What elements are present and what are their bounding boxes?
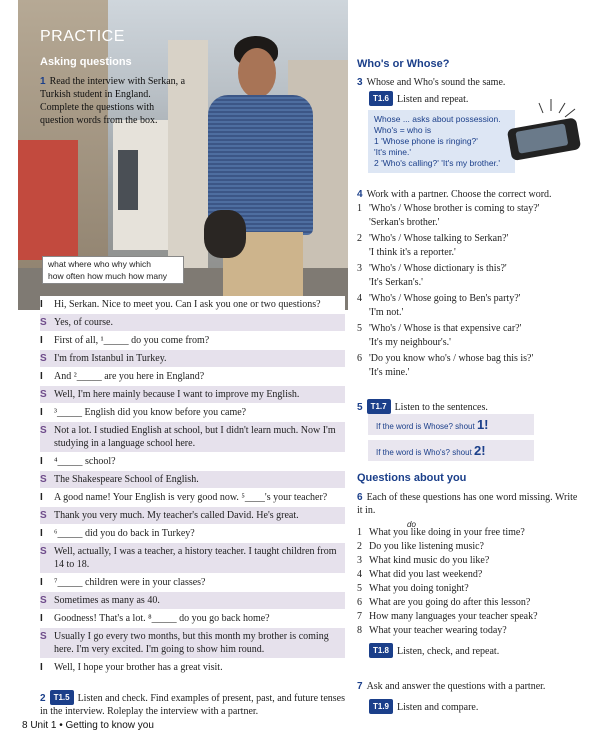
interview [40,296,345,677]
question-text: What did you last weekend? [369,569,483,580]
line-text: ⁶_____ did you do back in Turkey? [54,528,195,539]
audio-track-tag[interactable]: T1.9 [369,699,393,714]
choice-question[interactable] [357,202,582,215]
exercise-number: 4 [357,189,363,200]
question-text: 'Who's / Whose is that expensive car?' [369,323,522,334]
shout-text: If the word is Who's? shout [376,448,472,457]
speaker-label: I [40,613,43,624]
page-footer: 8 Unit 1 • Getting to know you [22,720,154,731]
interview-line [40,659,345,676]
interview-line [40,404,345,421]
word-box-line: what where who why which [48,259,151,269]
audio-track-tag[interactable]: T1.8 [369,643,393,658]
line-text: The Shakespeare School of English. [54,474,199,485]
question-text: 'Do you know who's / whose bag this is?' [369,353,534,364]
interview-line [40,350,345,367]
speaker-label: I [40,456,43,467]
section-heading-whos-whose: Who's or Whose? [357,58,450,70]
audio-track-tag[interactable]: T1.5 [50,690,74,705]
answer-text: 'It's mine.' [369,367,410,378]
handwritten-insert: do [407,520,416,529]
line-text: Hi, Serkan. Nice to meet you. Can I ask you one or two questions? [54,299,321,310]
speaker-label: S [40,595,47,606]
line-text: Well, actually, I was a teacher, a history teacher. I taught children from 14 to 18. [54,546,337,570]
line-text: ⁷_____ children were in your classes? [54,577,206,588]
person-head [238,48,276,98]
speaker-label: S [40,546,47,557]
practice-title: PRACTICE [40,28,125,45]
word-box-line: how often how much how many [48,271,168,281]
speaker-label: S [40,425,47,436]
speaker-label: I [40,528,43,539]
answer-text: 'It's Serkan's.' [369,277,423,288]
question-number: 2 [357,541,362,552]
shout-number: 2! [474,443,486,458]
question-number: 3 [357,555,362,566]
choice-question[interactable] [357,232,582,245]
line-text: First of all, ¹_____ do you come from? [54,335,210,346]
tip-line: 1 'Whose phone is ringing?' [374,136,478,146]
question-item[interactable] [357,540,582,553]
interview-line [40,368,345,385]
line-text: Well, I'm here mainly because I want to improve my English. [54,389,300,400]
ringing-phone-icon [505,95,585,165]
answer-text: 'I'm not.' [369,307,404,318]
interview-line [40,610,345,627]
speaker-label: I [40,371,43,382]
exercise-3-instruction: Listen and repeat. [397,94,469,105]
exercise-2 [40,690,345,718]
tip-line: 2 'Who's calling?' 'It's my brother.' [374,158,500,168]
tip-line: Whose ... asks about possession. [374,114,501,124]
exercise-number: 7 [357,681,363,692]
question-number: 1 [357,527,362,538]
question-item[interactable] [357,596,582,609]
question-number: 6 [357,353,362,364]
question-number: 7 [357,611,362,622]
exercise-5 [357,399,582,414]
speaker-label: S [40,353,47,364]
line-text: And ²_____ are you here in England? [54,371,205,382]
exercise-7 [357,680,582,714]
question-number: 6 [357,597,362,608]
question-text: 'Who's / Whose dictionary is this?' [369,263,507,274]
speaker-label: S [40,474,47,485]
shout-text: If the word is Whose? shout [376,422,475,431]
speaker-label: S [40,389,47,400]
answer-text: 'Serkan's brother.' [369,217,440,228]
interview-line [40,628,345,658]
question-number: 3 [357,263,362,274]
speaker-label: I [40,492,43,503]
exercise-number: 2 [40,693,46,704]
shout-number: 1! [476,417,489,432]
question-text: 'Who's / Whose talking to Serkan?' [369,233,509,244]
grammar-tip-box [368,110,515,173]
question-item[interactable] [357,582,582,595]
exercise-5-text: Listen to the sentences. [394,402,488,413]
line-text: Thank you very much. My teacher's called David. He's great. [54,510,299,521]
interview-line [40,489,345,506]
question-item[interactable] [357,568,582,581]
question-text: What you doing tonight? [369,583,469,594]
audio-track-tag[interactable]: T1.6 [369,91,393,106]
line-text: ⁴_____ school? [54,456,116,467]
exercise-6-text: Each of these questions has one word missing. Write it in. [357,492,578,516]
interview-line [40,314,345,331]
exercise-6 [357,491,582,658]
question-number: 2 [357,233,362,244]
question-number: 4 [357,569,362,580]
line-text: Usually I go every two months, but this month my brother is coming here. I'm very excited. I'm going to show him round. [54,631,329,655]
line-text: Well, I hope your brother has a great visit. [54,662,223,673]
speaker-label: I [40,299,43,310]
question-text: What your teacher wearing today? [369,625,507,636]
interview-line [40,332,345,349]
speaker-label: I [40,407,43,418]
speaker-label: S [40,317,47,328]
exercise-6-instruction: Listen, check, and repeat. [397,646,500,657]
speaker-label: S [40,510,47,521]
shout-instruction-1 [368,414,534,435]
exercise-number: 3 [357,77,363,88]
speaker-label: I [40,577,43,588]
exercise-number: 5 [357,402,363,413]
section-heading-asking-questions: Asking questions [40,56,132,68]
choice-question[interactable] [357,352,582,365]
exercise-1-text: Read the interview with Serkan, a Turkish student in England. Complete the questions with question words from the box. [40,76,186,126]
speaker-label: I [40,662,43,673]
tip-line: 'It's mine.' [374,147,411,157]
answer-text: 'I think it's a reporter.' [369,247,456,258]
interview-line [40,543,345,573]
shout-instruction-2 [368,440,534,461]
question-number: 5 [357,583,362,594]
question-text: 'Who's / Whose brother is coming to stay?' [369,203,540,214]
choice-question[interactable] [357,262,582,275]
question-number: 1 [357,203,362,214]
question-number: 4 [357,293,362,304]
audio-track-tag[interactable]: T1.7 [367,399,391,414]
interview-line [40,296,345,313]
exercise-1 [40,75,190,127]
exercise-3-text: Whose and Who's sound the same. [366,77,506,88]
speaker-label: S [40,631,47,642]
interview-line [40,471,345,488]
question-text: How many languages your teacher speak? [369,611,538,622]
interview-line [40,507,345,524]
exercise-number: 6 [357,492,363,503]
exercise-2-text: Listen and check. Find examples of present, past, and future tenses in the interview. Roleplay the interview with a partner. [40,693,345,717]
interview-line [40,453,345,470]
exercise-number: 1 [40,76,46,87]
exercise-4 [357,188,582,382]
choice-question[interactable] [357,322,582,335]
speaker-label: I [40,335,43,346]
question-text: What kind music do you like? [369,555,490,566]
question-number: 5 [357,323,362,334]
line-text: I'm from Istanbul in Turkey. [54,353,167,364]
line-text: Not a lot. I studied English at school, but I didn't learn much. Now I'm studying in a language school here. [54,425,336,449]
question-item[interactable] [357,554,582,567]
exercise-7-instruction: Listen and compare. [397,702,479,713]
interview-line [40,422,345,452]
question-text: Do you like listening music? [369,541,484,552]
question-item[interactable] [357,520,582,539]
question-item[interactable] [357,610,582,623]
tip-line: Who's = who is [374,125,432,135]
line-text: Sometimes as many as 40. [54,595,160,606]
choice-question[interactable] [357,292,582,305]
line-text: A good name! Your English is very good now. ⁵____'s your teacher? [54,492,328,503]
interview-line [40,525,345,542]
line-text: Yes, of course. [54,317,113,328]
line-text: ³_____ English did you know before you came? [54,407,247,418]
interview-line [40,386,345,403]
question-text: 'Who's / Whose going to Ben's party?' [369,293,521,304]
exercise-4-text: Work with a partner. Choose the correct word. [366,189,552,200]
question-number: 8 [357,625,362,636]
question-text: What are you going do after this lesson? [369,597,531,608]
question-item[interactable] [357,624,582,637]
exercise-7-text: Ask and answer the questions with a partner. [366,681,546,692]
interview-line [40,592,345,609]
section-heading-questions-about-you: Questions about you [357,472,467,484]
answer-text: 'It's my neighbour's.' [369,337,451,348]
line-text: Goodness! That's a lot. ⁸_____ do you go back home? [54,613,270,624]
word-box [42,256,184,284]
interview-line [40,574,345,591]
question-text: What you like doing in your free time? [369,527,525,538]
